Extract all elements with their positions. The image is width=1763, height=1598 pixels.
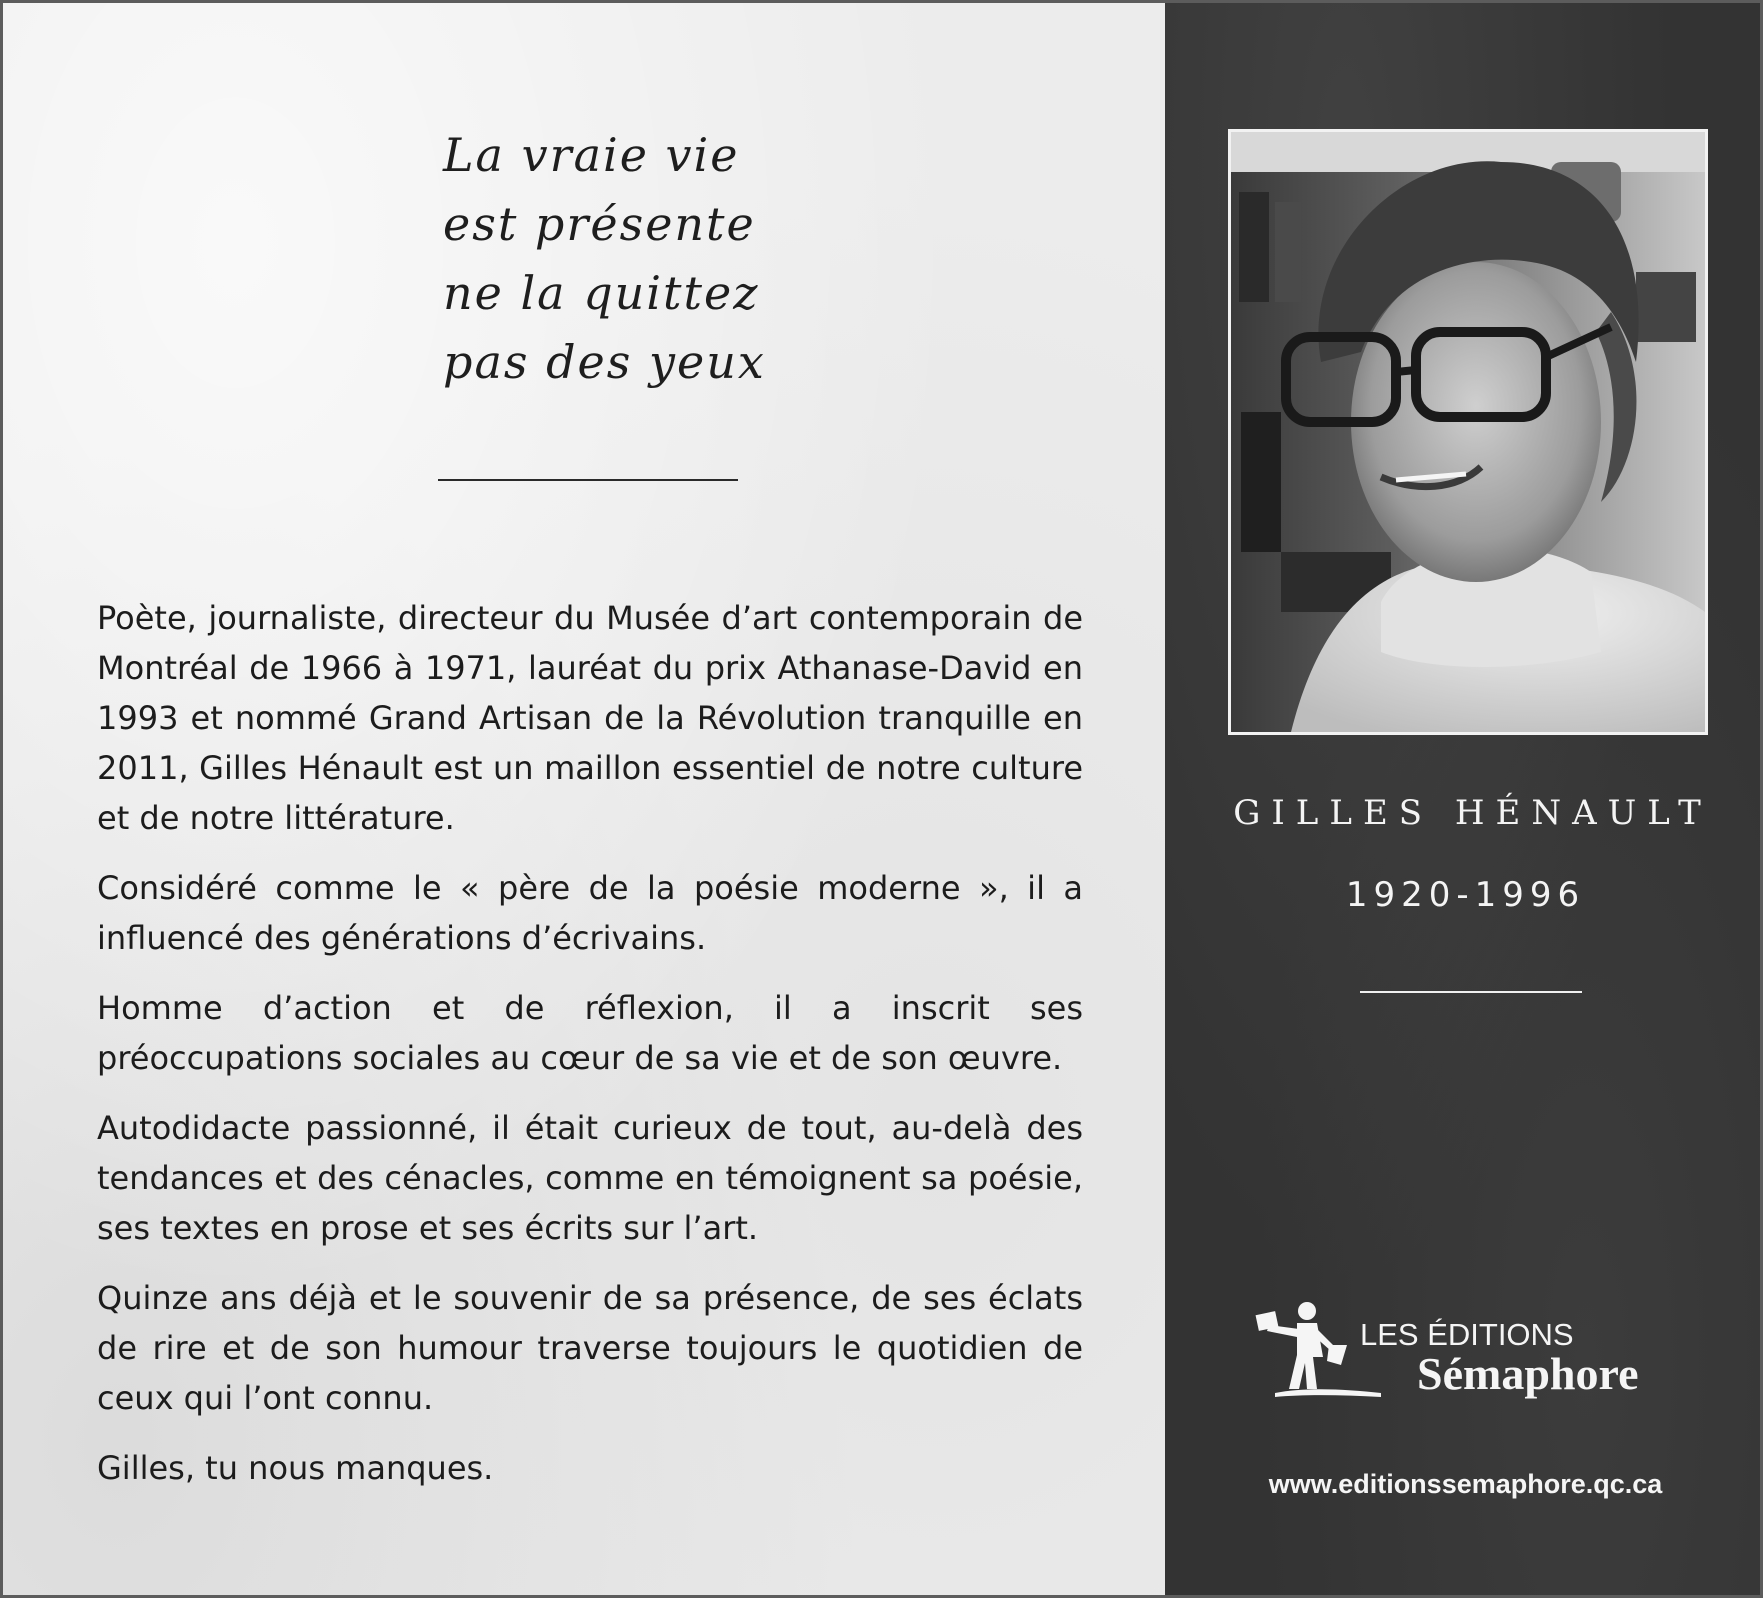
biography-paragraph: Gilles, tu nous manques. bbox=[97, 1449, 494, 1487]
biography-paragraph: Poète, journaliste, directeur du Musée d’art contemporain de Montréal de 1966 à 1971, lauréat du prix Athanase-David en 1993 et nommé Grand Artisan de la Révolution tranquille en 2011, Gilles Hénault est un maillon essentiel de notre culture et de notre littérature. bbox=[97, 599, 1083, 837]
quote-divider bbox=[438, 479, 738, 481]
author-name: GILLES HÉNAULT bbox=[1233, 793, 1712, 833]
biography-paragraph: Considéré comme le « père de la poésie moderne », il a influencé des générations d’écrivains. bbox=[97, 869, 1083, 957]
logo-text-small: LES ÉDITIONS bbox=[1360, 1317, 1574, 1352]
biography-text bbox=[97, 593, 1083, 1513]
name-divider bbox=[1360, 991, 1582, 993]
biography-paragraph: Homme d’action et de réflexion, il a inscrit ses préoccupations sociales au cœur de sa vie et de son œuvre. bbox=[97, 989, 1083, 1077]
author-dates: 1920-1996 bbox=[1345, 875, 1586, 915]
portrait-photo bbox=[1231, 132, 1705, 732]
biography-paragraph: Autodidacte passionné, il était curieux de tout, au-delà des tendances et des cénacles, comme en témoignent sa poésie, ses textes en prose et ses écrits sur l’art. bbox=[97, 1109, 1083, 1247]
quote-line: est présente bbox=[443, 197, 756, 251]
logo-text-large: Sémaphore bbox=[1417, 1348, 1639, 1399]
publisher-website[interactable]: www.editionssemaphore.qc.ca bbox=[1268, 1469, 1663, 1499]
quote-line: pas des yeux bbox=[443, 335, 766, 389]
epigraph-quote bbox=[443, 121, 783, 397]
publisher-logo bbox=[1255, 1299, 1675, 1409]
quote-line: ne la quittez bbox=[443, 266, 760, 320]
author-portrait bbox=[1228, 129, 1708, 735]
text-panel bbox=[3, 3, 1165, 1598]
biography-paragraph: Quinze ans déjà et le souvenir de sa présence, de ses éclats de rire et de son humour traverse toujours le quotidien de ceux qui l’ont connu. bbox=[97, 1279, 1083, 1417]
quote-line: La vraie vie bbox=[443, 128, 740, 182]
